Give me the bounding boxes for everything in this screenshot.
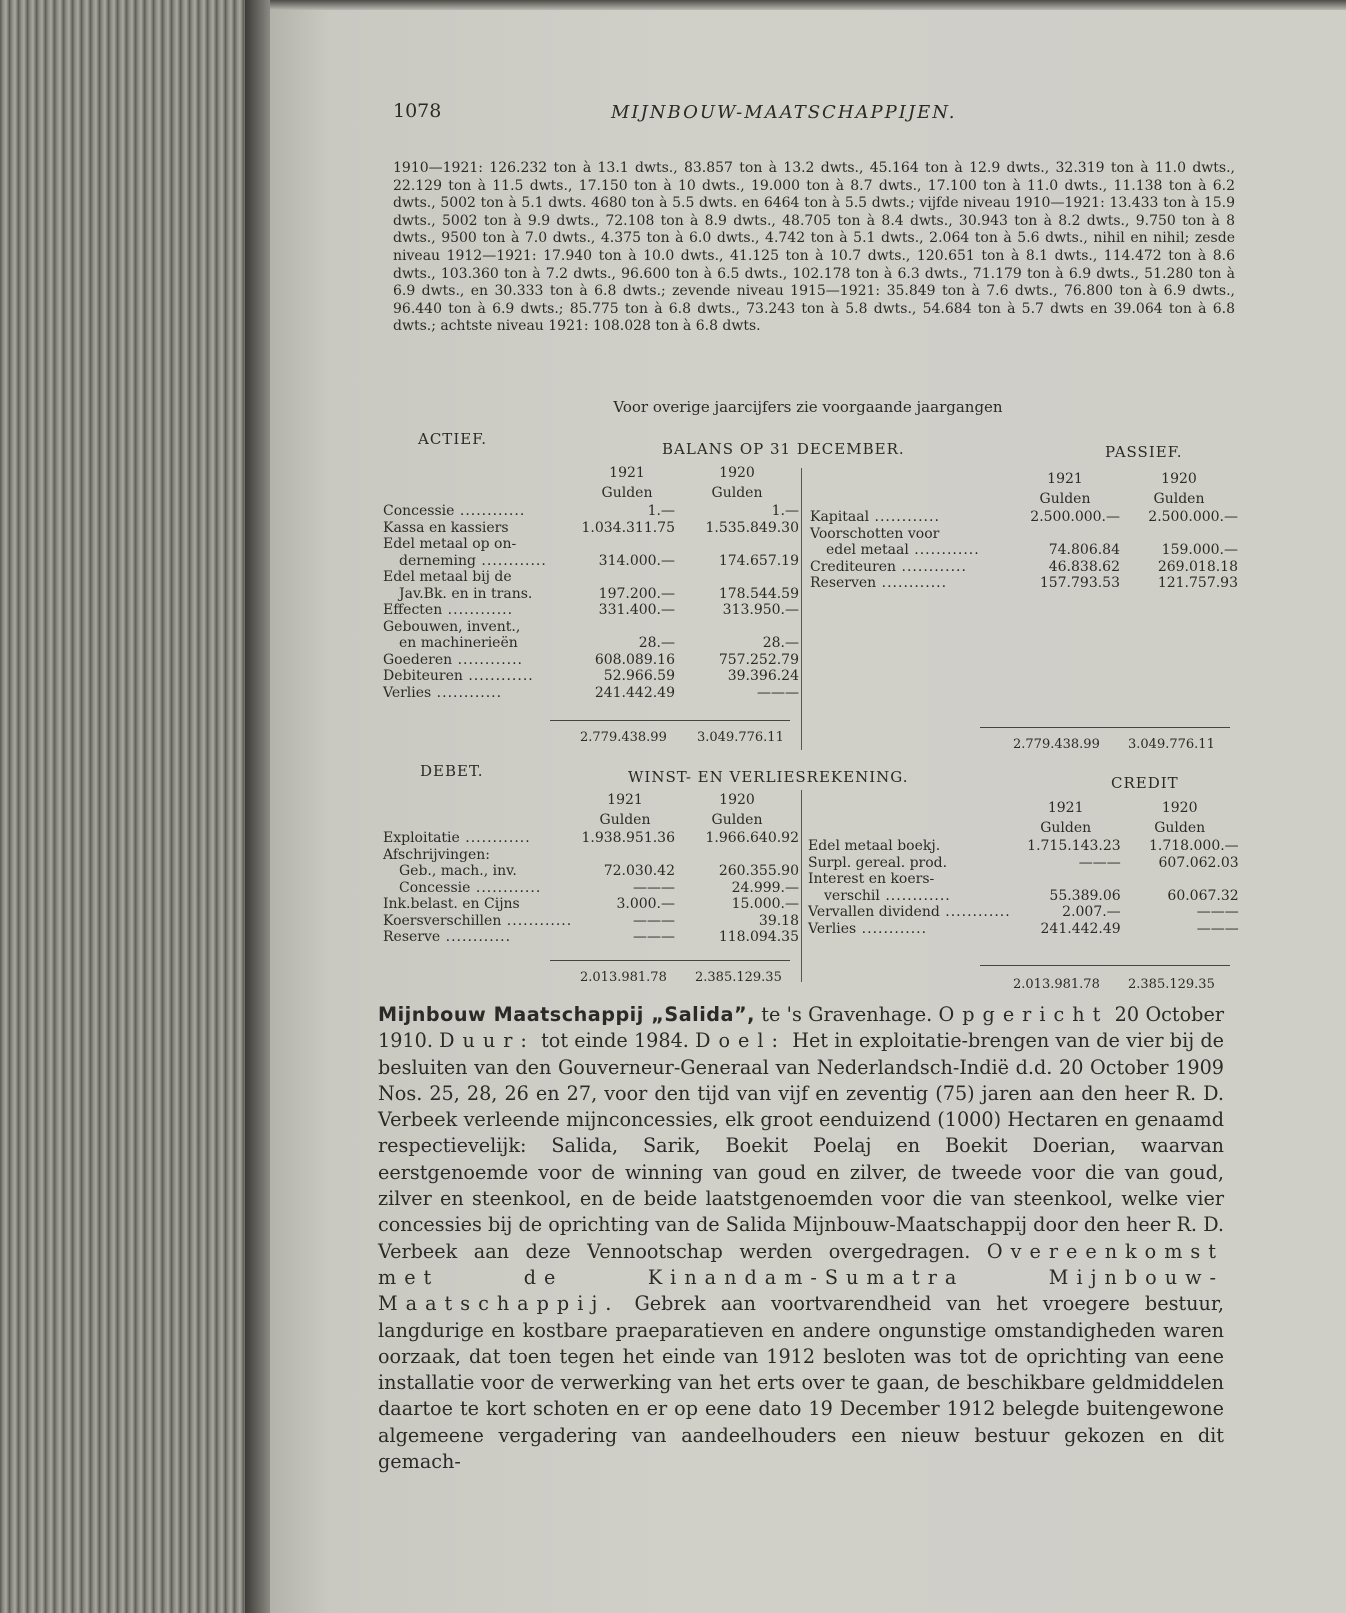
debit-row	[383, 847, 799, 864]
asset-row	[383, 569, 799, 586]
balance-title: BALANS OP 31 DECEMBER.	[662, 440, 905, 458]
value-1921: 197.200.—	[598, 585, 675, 602]
assets-total-rule	[550, 720, 790, 721]
unit-header: Gulden	[599, 812, 651, 828]
value-1921: 46.838.62	[1048, 558, 1120, 575]
unit-header: Gulden	[711, 812, 763, 828]
founded-value: 20 October 1910.	[378, 1003, 1224, 1053]
asset-row	[383, 652, 799, 669]
year-header: 1920	[719, 792, 755, 808]
row-label: Geb., mach., inv.	[399, 863, 517, 879]
value-1920: ———	[757, 684, 799, 701]
unit-header: Gulden	[711, 485, 763, 501]
credit-row	[808, 904, 1239, 921]
row-label: Reserven .....	[810, 575, 1010, 592]
value-1920: 260.355.90	[718, 863, 799, 879]
value-1921	[579, 536, 675, 553]
unit-header: Gulden	[1153, 491, 1205, 507]
purpose-key: Doel:	[695, 1029, 787, 1053]
credit-row	[808, 871, 1239, 888]
value-1920: 269.018.18	[1157, 558, 1238, 575]
liability-row	[810, 542, 1238, 559]
balance-divider	[801, 468, 802, 750]
value-1920: 1.966.640.92	[705, 830, 799, 846]
row-label: Verlies .....	[808, 921, 1011, 938]
value-1920: 1.718.000.—	[1148, 838, 1239, 854]
asset-row	[383, 553, 799, 570]
debit-table	[383, 790, 799, 946]
unit-header: Gulden	[1039, 491, 1091, 507]
value-1921: 3.000.—	[616, 896, 675, 912]
value-1921	[1011, 871, 1121, 888]
row-label: Vervallen dividend .....	[808, 904, 1011, 921]
value-1920: 1.535.849.30	[705, 519, 799, 536]
duration-value: tot einde 1984.	[534, 1029, 696, 1053]
row-label: Jav.Bk. en in trans.	[399, 585, 533, 602]
unit-header: Gulden	[601, 485, 653, 501]
row-label: Goederen .....	[383, 652, 579, 669]
value-1920: 1.—	[771, 503, 799, 519]
value-1921: 608.089.16	[594, 651, 675, 668]
asset-row	[383, 685, 799, 702]
agreement-key: Overeenkomst met de Kinandam-Sumatra Mijnbouw-Maatschappij.	[378, 1239, 1224, 1316]
row-label: Kassa en kassiers	[383, 519, 509, 536]
row-label: Exploitatie .....	[383, 830, 575, 847]
value-1921: 2.500.000.—	[1030, 509, 1120, 525]
row-label: Kapitaal .....	[810, 509, 1010, 526]
unit-header: Gulden	[1154, 820, 1206, 836]
value-1920: 607.062.03	[1158, 854, 1239, 871]
page-number: 1078	[393, 100, 442, 122]
row-label: Crediteuren .....	[810, 559, 1010, 576]
value-1920: 178.544.59	[718, 585, 799, 602]
assets-table	[383, 463, 799, 701]
value-1921: 74.806.84	[1048, 542, 1120, 558]
row-label: Edel metaal boekj.	[808, 838, 941, 854]
page-top-edge	[270, 0, 1346, 10]
liability-row	[810, 509, 1238, 526]
total-assets-1921: 2.779.438.99	[580, 730, 667, 745]
debit-row	[383, 929, 799, 946]
liabilities-total-rule	[980, 727, 1230, 728]
unit-header: Gulden	[1040, 820, 1092, 836]
value-1921: 52.966.59	[603, 668, 675, 684]
duration-key: Duur:	[439, 1029, 535, 1053]
value-1921: 241.442.49	[594, 684, 675, 701]
row-label: Debiteuren .....	[383, 668, 579, 685]
asset-row	[383, 635, 799, 652]
credit-total-rule	[980, 965, 1230, 966]
value-1921: ———	[633, 912, 675, 929]
credit-row	[808, 888, 1239, 905]
row-label: Concessie .....	[383, 503, 579, 520]
value-1920: 174.657.19	[718, 552, 799, 569]
pnl-credit-label: CREDIT	[1111, 774, 1179, 792]
value-1920: 39.396.24	[727, 668, 799, 684]
debit-total-rule	[550, 960, 790, 961]
year-header: 1921	[607, 792, 643, 808]
asset-row	[383, 668, 799, 685]
purpose-value: Het in exploitatie-brengen van de vier bij de besluiten van den Gouverneur-Generaal van Nederlandsch-Indië d.d. 20 October 1909 Nos. 25, 28, 26 en 27, voor den tijd van vijf en zeventig (75) jaren aan den heer R. D. Verbeek verleende mijnconcessies, elk groot eenduizend (1000) Hectaren en genaamd respectievelijk: Salida, Sarik, Boekit Poelaj en Boekit Doerian, waarvan eerstgenoemde voor de winning van goud en zilver, de tweede voor die van goud, zilver en steenkool, en de beide laatstgenoemden voor die van steenkool, welke vier concessies bij de oprichting van de Salida Mijnbouw-Maatschappij door den heer R. D. Verbeek aan deze Vennootschap werden overgedragen.	[378, 1029, 1225, 1263]
debit-row	[383, 880, 799, 897]
row-label: Surpl. gereal. prod.	[808, 854, 948, 871]
row-label: Interest en koers-	[808, 871, 935, 887]
value-1921: 241.442.49	[1040, 920, 1121, 937]
row-label: Koersverschillen .....	[383, 913, 575, 930]
page-header	[393, 100, 1213, 128]
credit-row	[808, 855, 1239, 872]
total-debit-1920: 2.385.129.35	[695, 970, 782, 985]
pnl-divider	[801, 790, 802, 982]
asset-row	[383, 520, 799, 537]
liability-row	[810, 559, 1238, 576]
year-header: 1920	[1161, 800, 1198, 816]
value-1920: 757.252.79	[718, 651, 799, 668]
value-1920	[1120, 526, 1238, 543]
value-1920: 15.000.—	[731, 896, 799, 912]
value-1921	[579, 569, 675, 586]
company-location: te 's Gravenhage.	[754, 1003, 939, 1026]
year-header: 1921	[1047, 800, 1084, 816]
row-label: Verlies .....	[383, 685, 579, 702]
row-label: derneming .....	[383, 553, 579, 570]
value-1920: 118.094.35	[718, 929, 799, 945]
debit-row	[383, 863, 799, 880]
value-1920: 2.500.000.—	[1148, 509, 1238, 525]
value-1921: 72.030.42	[603, 863, 675, 879]
value-1920: 39.18	[758, 912, 799, 929]
value-1920: 121.757.93	[1157, 575, 1238, 591]
value-1921: 1.715.143.23	[1027, 838, 1121, 854]
value-1921: 2.007.—	[1062, 904, 1121, 920]
production-paragraph: 1910—1921: 126.232 ton à 13.1 dwts., 83.857 ton à 13.2 dwts., 45.164 ton à 12.9 dwts., 32.319 ton à 11.0 dwts., 22.129 ton à 11.5 dwts., 17.150 ton à 10 dwts., 19.000 ton à 8.7 dwts., 17.100 ton à 11.0 dwts., 11.138 ton à 6.2 dwts., 5002 ton à 5.1 dwts. 4680 ton à 5.5 dwts. en 6464 ton à 5.5 dwts.; vijfde niveau 1910—1921: 13.433 ton à 15.9 dwts., 5002 ton à 9.9 dwts., 72.108 ton à 8.9 dwts., 48.705 ton à 8.4 dwts., 30.943 ton à 8.2 dwts., 9.750 ton à 8 dwts., 9500 ton à 7.0 dwts., 4.375 ton à 6.0 dwts., 4.742 ton à 5.1 dwts., 2.064 ton à 5.6 dwts., nihil en nihil; zesde niveau 1912—1921: 17.940 ton à 10.0 dwts., 41.125 ton à 10.7 dwts., 120.651 ton à 8.1 dwts., 114.472 ton à 8.6 dwts., 103.360 ton à 7.2 dwts., 96.600 ton à 6.5 dwts., 102.178 ton à 6.3 dwts., 71.179 ton à 6.9 dwts., 51.280 ton à 6.9 dwts., en 30.333 ton à 6.8 dwts.; zevende niveau 1915—1921: 35.849 ton à 7.6 dwts., 76.800 ton à 6.9 dwts., 96.440 ton à 6.9 dwts.; 85.775 ton à 6.8 dwts., 73.243 ton à 5.8 dwts., 54.684 ton à 5.7 dwts en 39.064 ton à 6.8 dwts.; achtste niveau 1921: 108.028 ton à 6.8 dwts.	[393, 160, 1235, 335]
row-label: Afschrijvingen:	[383, 846, 490, 863]
value-1920: 24.999.—	[731, 879, 799, 896]
value-1921	[1010, 526, 1120, 543]
value-1921	[575, 847, 675, 864]
year-header: 1920	[719, 465, 755, 481]
value-1921	[579, 619, 675, 636]
pnl-debet-label: DEBET.	[420, 762, 484, 780]
value-1921: 331.400.—	[598, 602, 675, 618]
asset-row	[383, 536, 799, 553]
article-rest: Gebrek aan voortvarendheid van het vroegere bestuur, langdurige en kostbare praeparatieven en andere ongunstige omstandigheden waren oorzaak, dat toen tegen het einde van 1912 besloten was tot de oprichting van eene installatie voor de verwerking van het erts over te gaan, de beschikbare geldmiddelen daartoe te kort schoten en er op eene dato 19 December 1912 belegde buitengewone algemeene vergadering van aandeelhouders een nieuw bestuur gekozen en dit gemach-	[378, 1292, 1224, 1474]
credit-row	[808, 921, 1239, 938]
row-label: Ink.belast. en Cijns	[383, 896, 520, 912]
value-1920	[1121, 871, 1239, 888]
balance-actief-label: ACTIEF.	[418, 430, 488, 448]
row-label: Edel metaal bij de	[383, 569, 512, 585]
total-credit-1921: 2.013.981.78	[1013, 977, 1100, 992]
value-1920: 313.950.—	[722, 602, 799, 618]
row-label: Reserve .....	[383, 929, 575, 946]
company-name: Mijnbouw Maatschappij „Salida”,	[378, 1003, 755, 1026]
value-1920: ———	[1196, 920, 1239, 937]
value-1920	[675, 536, 799, 553]
row-label: verschil .....	[808, 888, 1011, 905]
year-header: 1921	[1047, 471, 1083, 487]
asset-row	[383, 602, 799, 619]
year-header: 1921	[609, 465, 645, 481]
value-1921: 1.938.951.36	[581, 830, 675, 846]
credit-row	[808, 838, 1239, 855]
book-spine	[0, 0, 270, 1613]
debit-row	[383, 830, 799, 847]
liabilities-table	[810, 469, 1238, 592]
asset-row	[383, 619, 799, 636]
total-debit-1921: 2.013.981.78	[580, 970, 667, 985]
note-line: Voor overige jaarcijfers zie voorgaande jaargangen	[613, 398, 1003, 416]
total-assets-1920: 3.049.776.11	[697, 730, 784, 745]
debit-row	[383, 913, 799, 930]
balance-passief-label: PASSIEF.	[1105, 443, 1183, 461]
asset-row	[383, 586, 799, 603]
value-1921: 1.034.311.75	[581, 519, 675, 536]
value-1920: 60.067.32	[1167, 887, 1239, 904]
row-label: edel metaal .....	[810, 542, 1010, 559]
value-1920: ———	[1196, 904, 1239, 920]
total-liabilities-1920: 3.049.776.11	[1128, 737, 1215, 752]
value-1921: 157.793.53	[1039, 575, 1120, 591]
value-1920	[675, 847, 799, 864]
credit-table	[808, 798, 1239, 937]
row-label: Effecten .....	[383, 602, 579, 619]
running-head: MIJNBOUW-MAATSCHAPPIJEN.	[611, 102, 957, 123]
value-1921: ———	[633, 879, 675, 896]
value-1921: ———	[1078, 854, 1121, 871]
year-header: 1920	[1161, 471, 1197, 487]
company-article	[378, 1002, 1224, 1475]
value-1921: ———	[633, 929, 675, 945]
value-1920	[675, 619, 799, 636]
liability-row	[810, 526, 1238, 543]
total-credit-1920: 2.385.129.35	[1128, 977, 1215, 992]
row-label: Concessie .....	[383, 880, 575, 897]
founded-key: Opgericht	[938, 1003, 1109, 1026]
row-label: Voorschotten voor	[810, 525, 940, 542]
value-1920: 28.—	[762, 635, 799, 651]
row-label: en machinerieën	[399, 635, 518, 651]
row-label: Gebouwen, invent.,	[383, 618, 521, 635]
value-1920	[675, 569, 799, 586]
total-liabilities-1921: 2.779.438.99	[1013, 737, 1100, 752]
row-label: Edel metaal op on-	[383, 536, 517, 552]
value-1921: 28.—	[638, 635, 675, 651]
debit-row	[383, 896, 799, 913]
liability-row	[810, 575, 1238, 592]
value-1920: 159.000.—	[1161, 542, 1238, 558]
value-1921: 314.000.—	[598, 552, 675, 569]
asset-row	[383, 503, 799, 520]
pnl-title: WINST- EN VERLIESREKENING.	[628, 768, 909, 786]
value-1921: 1.—	[647, 503, 675, 519]
value-1921: 55.389.06	[1049, 887, 1121, 904]
